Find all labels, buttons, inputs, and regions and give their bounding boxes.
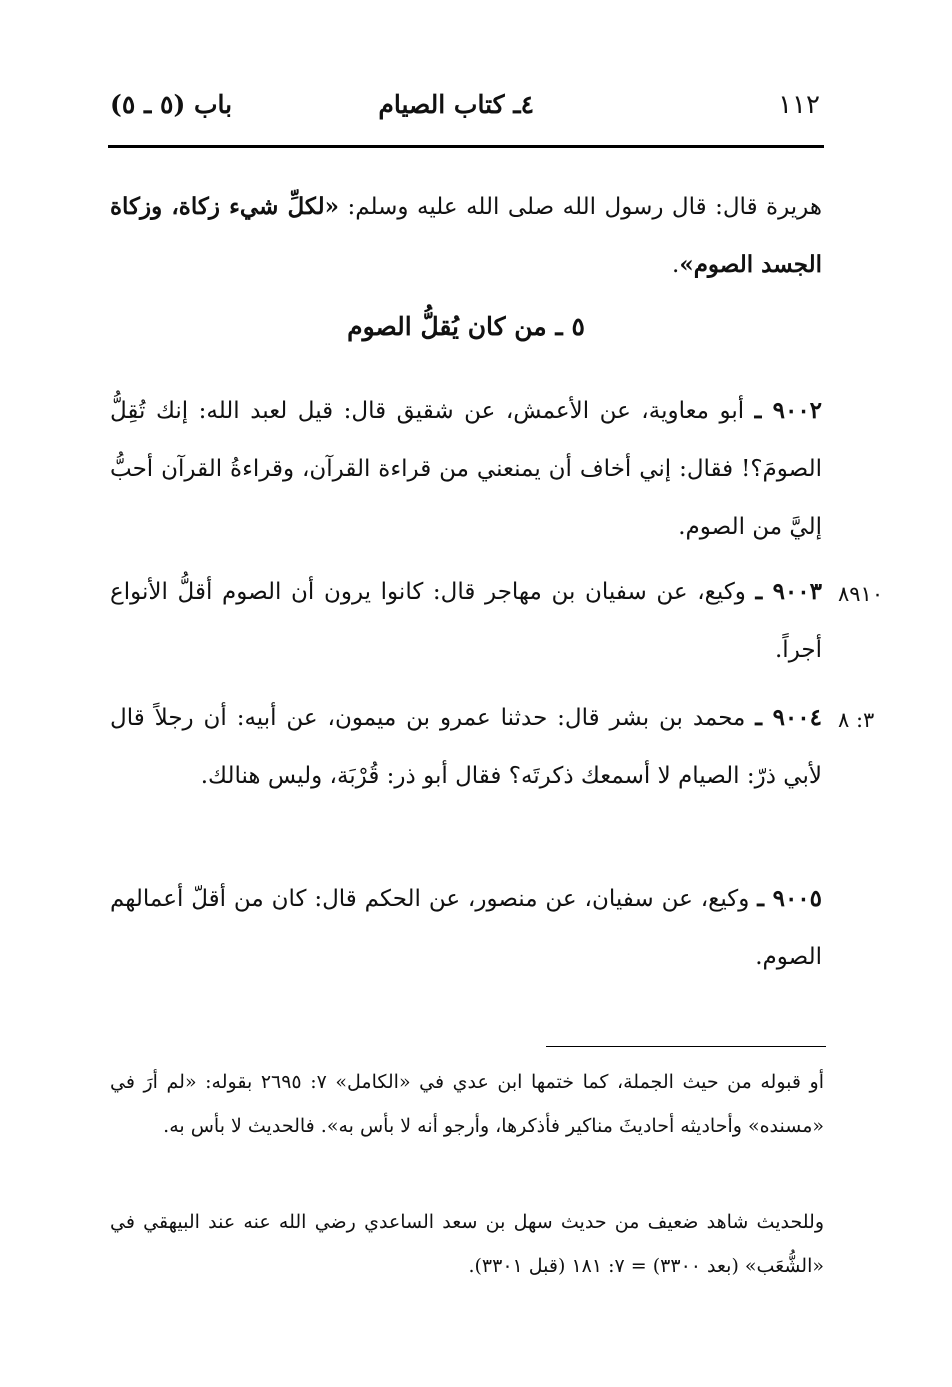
footnote-paragraph: وللحديث شاهد ضعيف من حديث سهل بن سعد الساعدي رضي الله عنه عند البيهقي في «الشُّعَب» (بعد ٣٣٠٠) = ٧: ١٨١ (قبل ٣٣٠١). bbox=[110, 1211, 824, 1277]
hadith-entry bbox=[110, 563, 822, 679]
hadith-text: محمد بن بشر قال: حدثنا عمرو بن ميمون، عن أبيه: أن رجلاً قال لأبي ذرّ: الصيام لا أسمعك ذكرتَه؟ فقال أبو ذر: قُرْبَة، وليس هنالك. bbox=[110, 705, 822, 789]
hadith-text: وكيع، عن سفيان، عن منصور، عن الحكم قال: كان من أقلّ أعمالهم الصوم. bbox=[110, 886, 822, 970]
hadith-number: ٩٠٠٥ ـ bbox=[757, 885, 823, 912]
intro-text: هريرة قال: قال رسول الله صلى الله عليه وسلم: bbox=[339, 194, 822, 220]
running-header bbox=[108, 88, 824, 128]
book-title: ٤ـ كتاب الصيام bbox=[378, 90, 534, 119]
hadith-text: أبو معاوية، عن الأعمش، عن شقيق قال: قيل لعبد الله: إنك تُقِلُّ الصومَ؟! فقال: إني أخاف أن يمنعني من قراءة القرآن، وقراءةُ القرآن أحبُّ إليَّ من الصوم. bbox=[110, 398, 822, 540]
hadith-entry bbox=[110, 689, 822, 805]
hadith-entry bbox=[110, 870, 822, 986]
margin-reference: ٣: ٨ bbox=[838, 708, 875, 732]
hadith-entry bbox=[110, 382, 822, 556]
footnote-paragraph: أو قبوله من حيث الجملة، كما ختمها ابن عدي في «الكامل» ٧: ٢٦٩٥ بقوله: «لم أرَ في «مسنده» وأحاديثه أحاديثَ مناكير فأذكرها، وأرجو أنه لا بأس به». فالحديث لا بأس به. bbox=[110, 1071, 824, 1137]
page-number: ١١٢ bbox=[778, 90, 820, 120]
hadith-number: ٩٠٠٣ ـ bbox=[755, 578, 822, 605]
hadith-number: ٩٠٠٢ ـ bbox=[754, 397, 823, 424]
header-rule bbox=[108, 145, 824, 148]
footnote-rule bbox=[546, 1046, 826, 1047]
chapter-reference: باب (٥ ـ ٥) bbox=[110, 90, 233, 119]
intro-end: . bbox=[672, 252, 680, 278]
section-title: ٥ ـ من كان يُقلُّ الصوم bbox=[347, 312, 585, 341]
hadith-number: ٩٠٠٤ ـ bbox=[755, 704, 822, 731]
intro-paragraph bbox=[110, 178, 822, 294]
intro-quote: «لكلِّ شيء زكاة، وزكاة الجسد الصوم» bbox=[110, 193, 822, 278]
hadith-text: وكيع، عن سفيان بن مهاجر قال: كانوا يرون أن الصوم أقلُّ الأنواع أجراً. bbox=[110, 579, 822, 663]
margin-reference: ٨٩١٠ bbox=[838, 582, 884, 606]
